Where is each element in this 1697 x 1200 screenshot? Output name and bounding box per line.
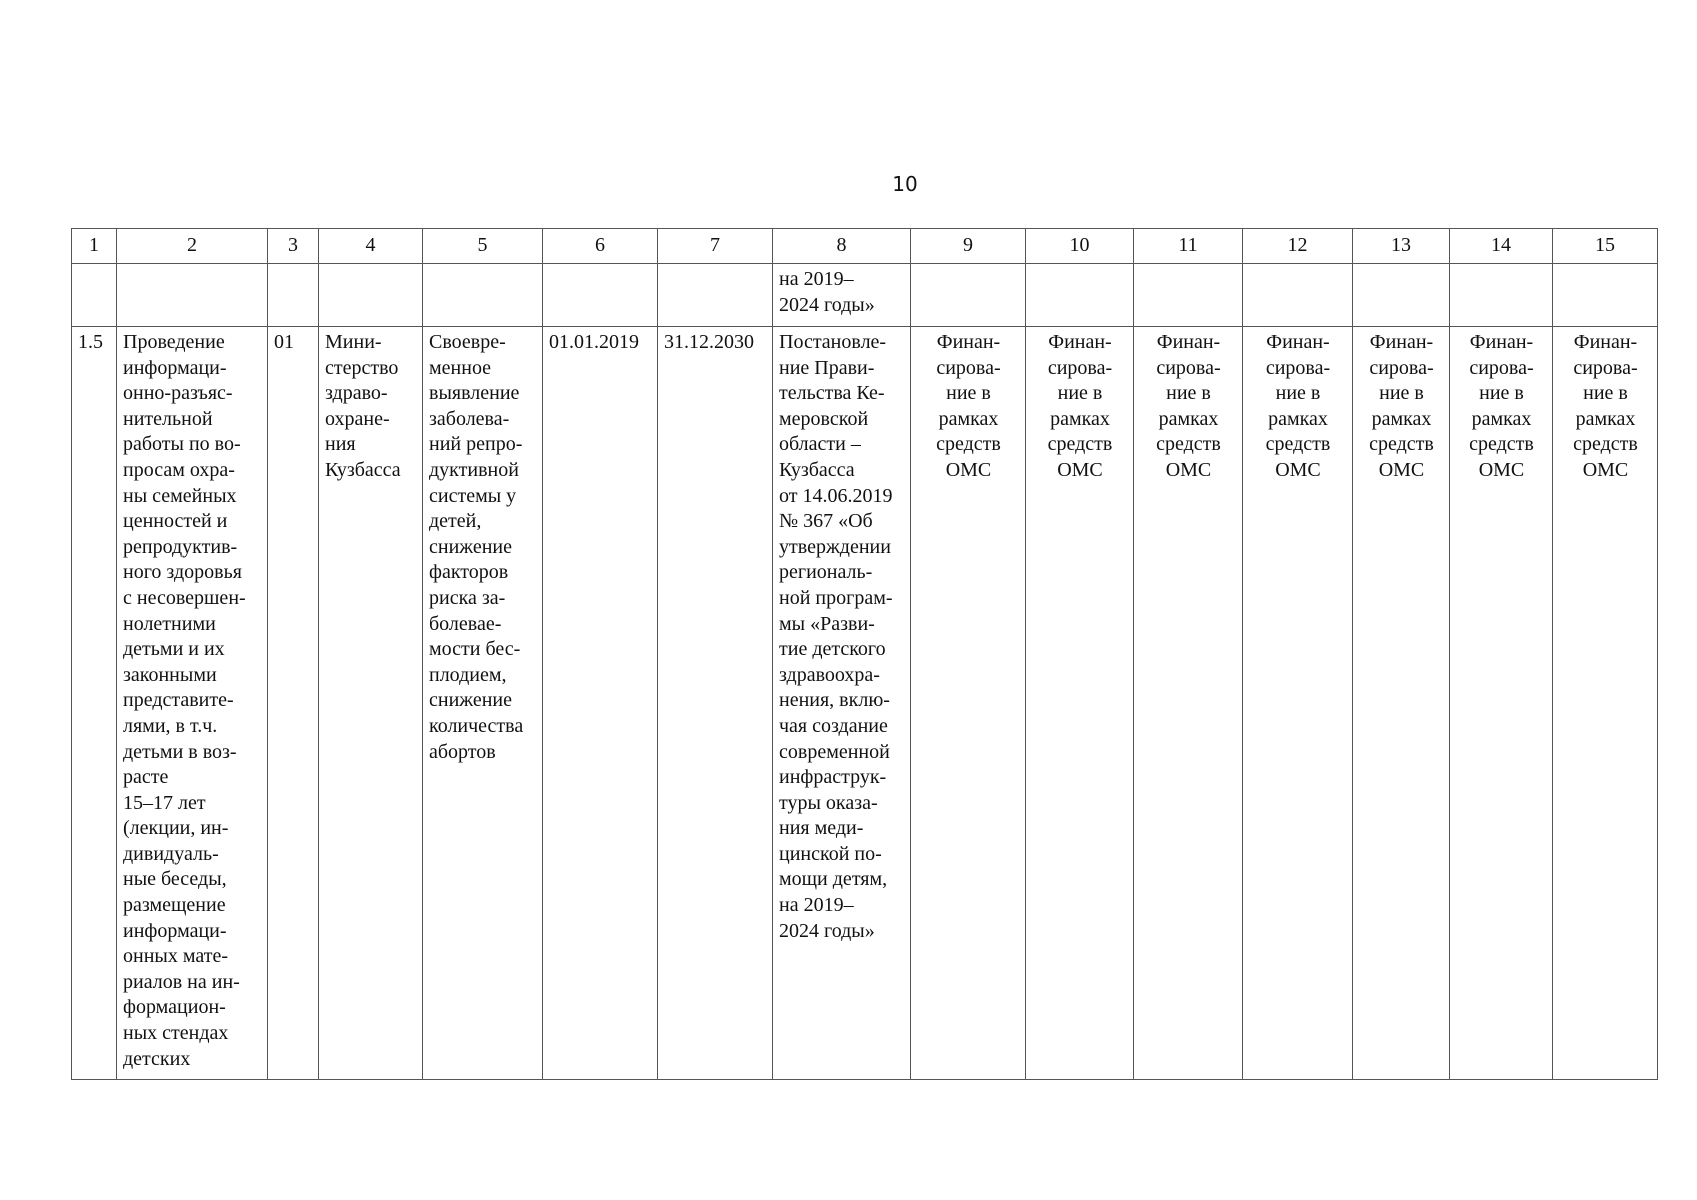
funding-cell-10: Финан- сирова- ние в рамках средств ОМС (1026, 327, 1134, 1080)
column-header-14: 14 (1450, 229, 1553, 264)
column-header-13: 13 (1353, 229, 1450, 264)
table-cell (1026, 264, 1134, 327)
column-header-4: 4 (319, 229, 423, 264)
continuation-row (72, 264, 1658, 327)
funding-cell-11: Финан- сирова- ние в рамках средств ОМС (1134, 327, 1243, 1080)
column-header-15: 15 (1553, 229, 1658, 264)
column-header-9: 9 (911, 229, 1026, 264)
table-cell (1553, 264, 1658, 327)
table-cell (72, 264, 117, 327)
column-header-11: 11 (1134, 229, 1243, 264)
funding-cell-13: Финан- сирова- ние в рамках средств ОМС (1353, 327, 1450, 1080)
executor-cell: Мини- стерство здраво- охране- ния Кузбасса (319, 327, 423, 1080)
table-cell (543, 264, 658, 327)
table-cell (911, 264, 1026, 327)
table-cell (658, 264, 773, 327)
table-cell (1134, 264, 1243, 327)
table-cell (423, 264, 543, 327)
program-table (71, 228, 1658, 1080)
column-header-8: 8 (773, 229, 911, 264)
row-number: 1.5 (72, 327, 117, 1080)
table-cell (268, 264, 319, 327)
funding-cell-15: Финан- сирова- ние в рамках средств ОМС (1553, 327, 1658, 1080)
table-cell (1450, 264, 1553, 327)
column-number-row (72, 229, 1658, 264)
end-date-cell: 31.12.2030 (658, 327, 773, 1080)
column-header-10: 10 (1026, 229, 1134, 264)
legal-basis-cell: Постановле- ние Прави- тельства Ке- меровской области – Кузбасса от 14.06.2019 № 367 «Об утверждении региональ- ной програм- мы «Разви- тие детского здравоохра- нения, вклю- чая создание современной инфраструк- туры оказа- ния меди- цинской по- мощи детям, на 2019– 2024 годы» (773, 327, 911, 1080)
table-cell (1353, 264, 1450, 327)
table-cell (1243, 264, 1353, 327)
funding-cell-14: Финан- сирова- ние в рамках средств ОМС (1450, 327, 1553, 1080)
column-header-5: 5 (423, 229, 543, 264)
column-header-1: 1 (72, 229, 117, 264)
activity-description: Проведение информаци- онно-разъяс- нительной работы по во- просам охра- ны семейных ценностей и репродуктив- ного здоровья с несовершен- нолетними детьми и их законными представите- лями, в т.ч. детьми в воз- расте 15–17 лет (лекции, ин- дивидуаль- ные беседы, размещение информаци- онных мате- риалов на ин- формацион- ных стендах детских (117, 327, 268, 1080)
column-header-12: 12 (1243, 229, 1353, 264)
start-date-cell: 01.01.2019 (543, 327, 658, 1080)
code-cell: 01 (268, 327, 319, 1080)
column-header-2: 2 (117, 229, 268, 264)
page-number: 10 (892, 172, 918, 196)
table-row (72, 327, 1658, 1080)
expected-result-cell: Своевре- менное выявление заболева- ний репро- дуктивной системы у детей, снижение факторов риска за- болевае- мости бес- плодием, снижение количества абортов (423, 327, 543, 1080)
column-header-3: 3 (268, 229, 319, 264)
legal-basis-continuation: на 2019– 2024 годы» (773, 264, 911, 327)
table-cell (319, 264, 423, 327)
column-header-7: 7 (658, 229, 773, 264)
column-header-6: 6 (543, 229, 658, 264)
funding-cell-12: Финан- сирова- ние в рамках средств ОМС (1243, 327, 1353, 1080)
funding-cell-9: Финан- сирова- ние в рамках средств ОМС (911, 327, 1026, 1080)
table-cell (117, 264, 268, 327)
